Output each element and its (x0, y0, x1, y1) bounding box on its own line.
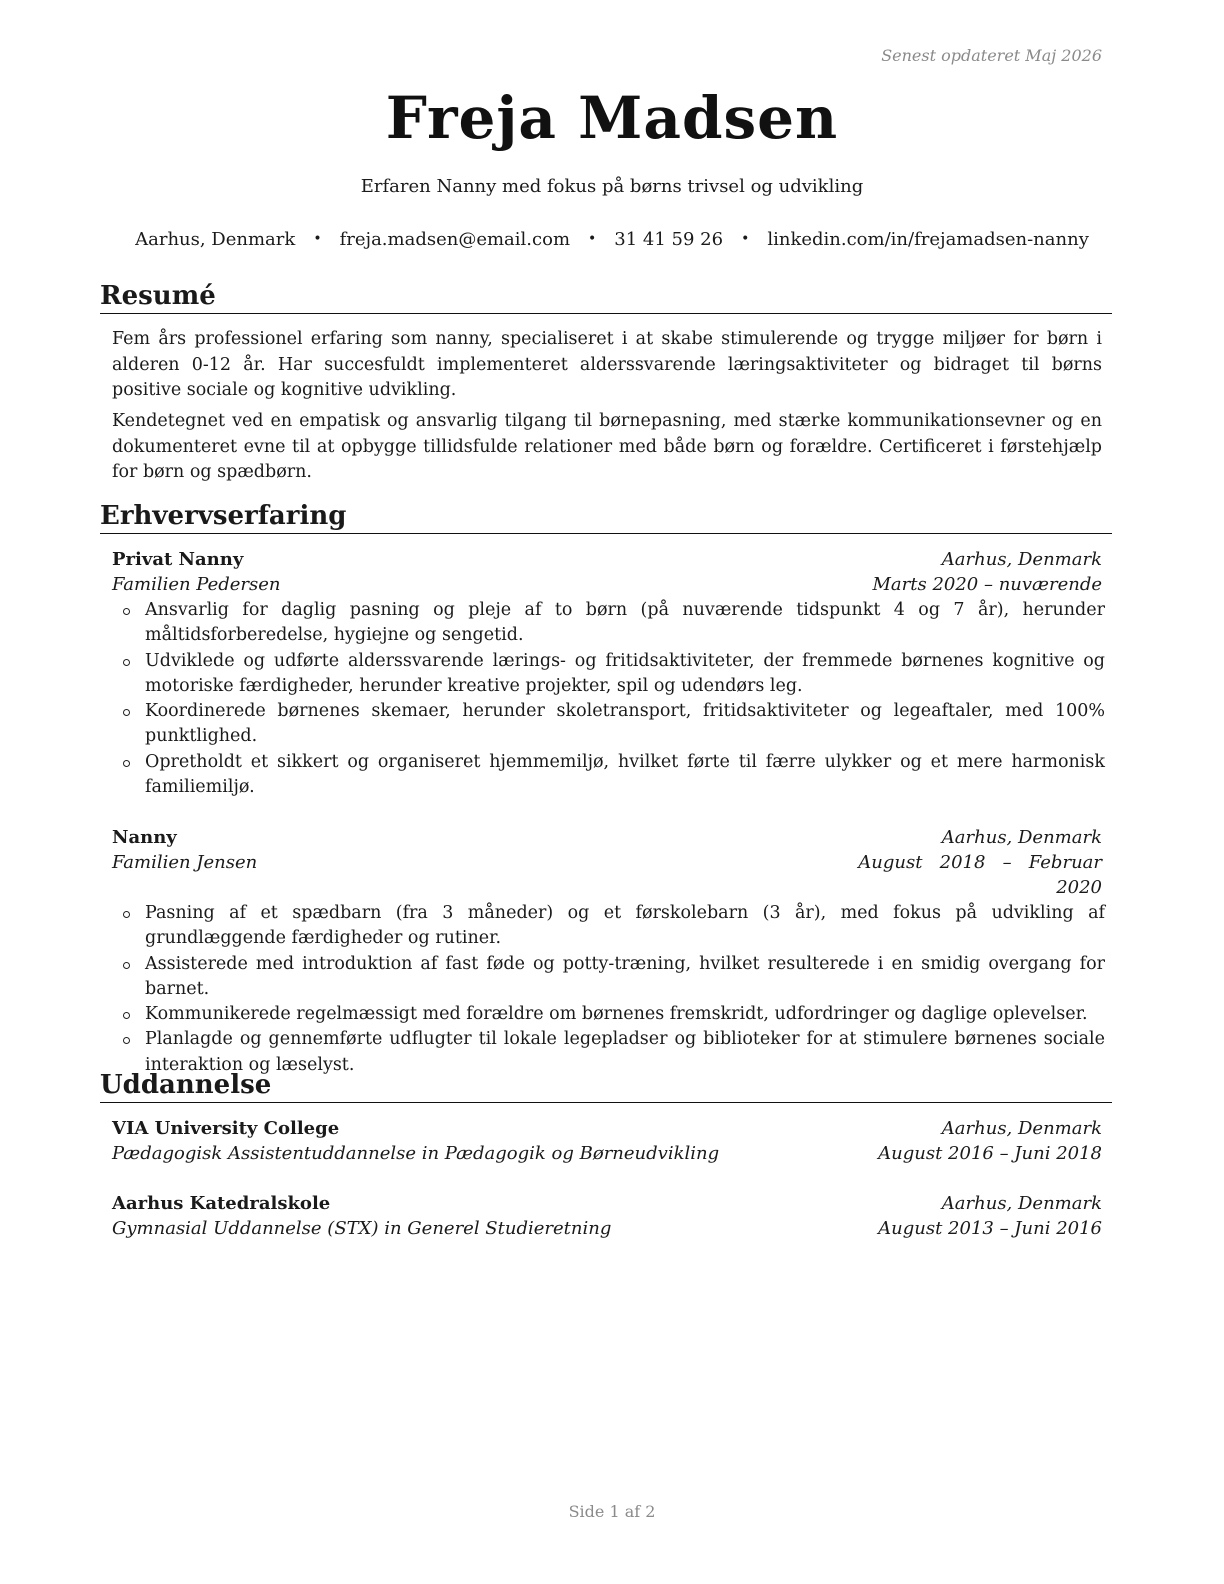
school-location: Aarhus, Denmark (941, 1118, 1102, 1139)
job-employer: Familien Jensen (112, 852, 258, 873)
job-dates-end: 2020 (1056, 877, 1102, 898)
circle-bullet-icon (123, 659, 130, 666)
list-item (112, 649, 1105, 700)
contact-email[interactable]: freja.madsen@email.com (339, 229, 571, 250)
circle-bullet-icon (123, 1012, 130, 1019)
bullet-text: Kommunikerede regelmæssigt med forældre om børnenes fremskridt, udfordringer og daglige oplevelser. (145, 1004, 1088, 1025)
list-item (112, 952, 1105, 1003)
school-name: VIA University College (112, 1118, 340, 1139)
job-bullet-list (112, 598, 1105, 800)
job-role: Privat Nanny (112, 549, 244, 570)
job-employer: Familien Pedersen (112, 574, 281, 595)
contact-phone: 31 41 59 26 (614, 229, 724, 250)
job-location: Aarhus, Denmark (941, 827, 1102, 848)
education-dates: August 2016 – Juni 2018 (878, 1143, 1102, 1164)
contact-linkedin[interactable]: linkedin.com/in/frejamadsen-nanny (767, 229, 1089, 250)
tagline: Erfaren Nanny med fokus på børns trivsel og udvikling (360, 176, 864, 197)
bullet-text: Koordinerede børnenes skemaer, herunder skoletransport, fritidsaktiviteter og legeaftaler, med 100% punktlighed. (145, 701, 1105, 747)
list-item (112, 901, 1105, 952)
contact-line (0, 229, 1224, 250)
bullet-text: Pasning af et spædbarn (fra 3 måneder) og et førskolebarn (3 år), med fokus på udvikling af grundlæggende færdigheder og rutiner. (145, 903, 1105, 949)
list-item (112, 699, 1105, 750)
circle-bullet-icon (123, 1037, 130, 1044)
job-location: Aarhus, Denmark (941, 549, 1102, 570)
section-title-education: Uddannelse (100, 1069, 1112, 1103)
list-item (112, 750, 1105, 801)
job-dates: Marts 2020 – nuværende (872, 574, 1102, 595)
section-title-experience: Erhvervserfaring (100, 500, 1112, 534)
bullet-separator: • (313, 231, 322, 247)
school-location: Aarhus, Denmark (941, 1193, 1102, 1214)
bullet-separator: • (741, 231, 750, 247)
last-updated: Senest opdateret Maj 2026 (881, 46, 1102, 65)
job-dates: August 2018 – Februar (858, 852, 1102, 873)
list-item (112, 1002, 1105, 1027)
candidate-name: Freja Madsen (385, 84, 839, 152)
circle-bullet-icon (123, 962, 130, 969)
education-dates: August 2013 – Juni 2016 (878, 1218, 1102, 1239)
bullet-text: Planlagde og gennemførte udflugter til lokale legepladser og biblioteker for at stimulere børnenes sociale interaktion og læselyst. (145, 1029, 1105, 1075)
contact-location: Aarhus, Denmark (135, 229, 296, 250)
circle-bullet-icon (123, 911, 130, 918)
job-role: Nanny (112, 827, 177, 848)
circle-bullet-icon (123, 760, 130, 767)
list-item (112, 598, 1105, 649)
page-number: Side 1 af 2 (568, 1502, 656, 1521)
bullet-separator: • (588, 231, 597, 247)
bullet-text: Ansvarlig for daglig pasning og pleje af to børn (på nuværende tidspunkt 4 og 7 år), herunder måltidsforberedelse, hygiejne og sengetid. (145, 600, 1105, 646)
summary-paragraph: Kendetegnet ved en empatisk og ansvarlig tilgang til børnepasning, med stærke kommunikationsevner og en dokumenteret evne til at opbygge tillidsfulde relationer med både børn og forældre. Certificeret i førstehjælp for børn og spædbørn. (112, 411, 1102, 482)
circle-bullet-icon (123, 608, 130, 615)
section-title-summary: Resumé (100, 280, 1112, 314)
school-name: Aarhus Katedralskole (112, 1193, 331, 1214)
bullet-text: Assisterede med introduktion af fast føde og potty-træning, hvilket resulterede i en smidig overgang for barnet. (145, 953, 1105, 999)
circle-bullet-icon (123, 709, 130, 716)
degree: Gymnasial Uddannelse (STX) in Generel Studieretning (112, 1218, 612, 1239)
summary-paragraph: Fem års professionel erfaring som nanny, specialiseret i at skabe stimulerende og trygge miljøer for børn i alderen 0-12 år. Har succesfuldt implementeret alderssvarende læringsaktiviteter og bidraget til børns positive sociale og kognitive udvikling. (112, 329, 1102, 400)
degree: Pædagogisk Assistentuddannelse in Pædagogik og Børneudvikling (112, 1143, 720, 1164)
bullet-text: Opretholdt et sikkert og organiseret hjemmemiljø, hvilket førte til færre ulykker og et mere harmonisk familiemiljø. (145, 751, 1105, 798)
job-bullet-list (112, 901, 1105, 1078)
bullet-text: Udviklede og udførte alderssvarende lærings- og fritidsaktiviteter, der fremmede børnenes kognitive og motoriske færdigheder, herunder kreative projekter, spil og udendørs leg. (145, 650, 1105, 696)
